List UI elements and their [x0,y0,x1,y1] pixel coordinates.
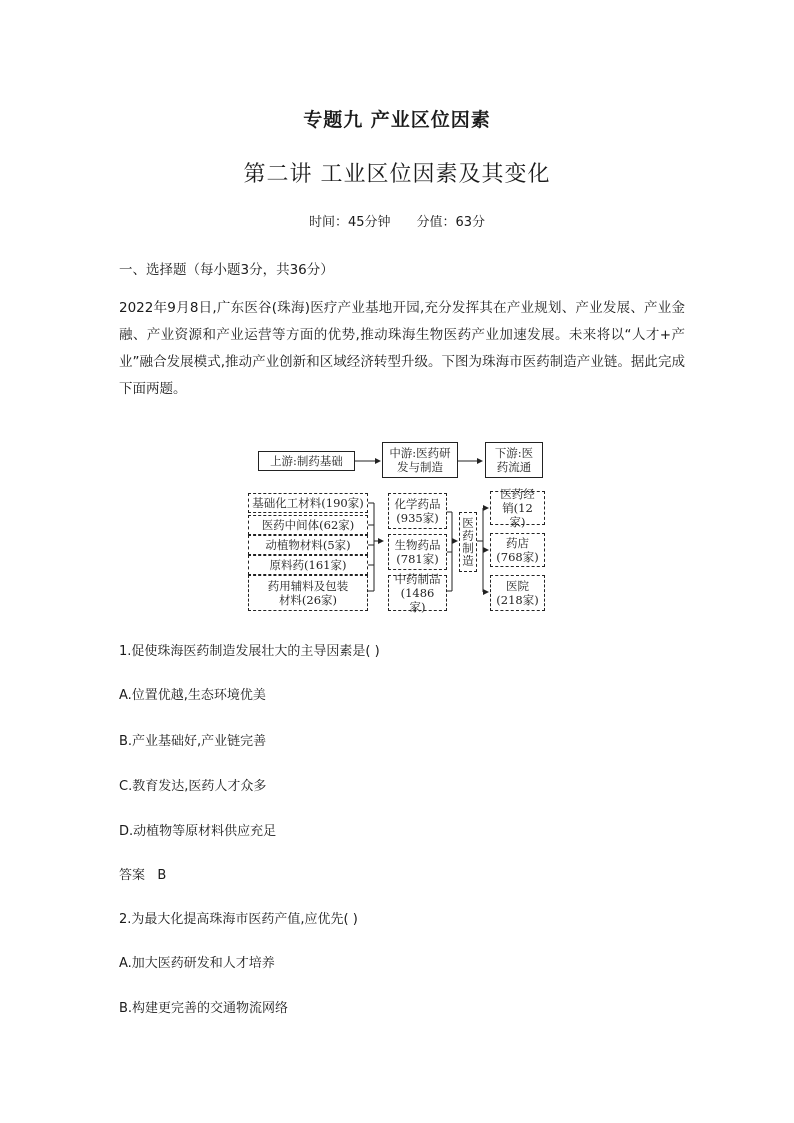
left-item: 原料药(161家) [248,555,368,575]
left-item: 基础化工材料(190家) [248,493,368,513]
upstream-box: 上游:制药基础 [258,451,355,471]
right-item: 医院(218家) [490,575,545,611]
passage: 2022年9月8日,广东医谷(珠海)医疗产业基地开园,充分发挥其在产业规划、产业发展、产业金融、产业资源和产业运营等方面的优势,推动珠海生物医药产业加速发展。未来将以“人才+产业”融合发展模式,推动产业创新和区域经济转型升级。下图为珠海市医药制造产业链。据此完成下面两题。 [119,300,685,397]
manufacturing-label: 医药制造 [459,512,477,572]
q2-stem: 2.为最大化提高珠海市医药产值,应优先( ) [119,912,358,927]
mid-item: 化学药品(935家) [388,493,447,529]
mid-item: 生物药品(781家) [388,534,447,570]
q1-answer: 答案 B [119,868,167,883]
q2-option-b: B.构建更完善的交通物流网络 [119,1001,289,1016]
mid-item: 中药制品(1486家) [388,575,447,611]
q1-option-c: C.教育发达,医药人才众多 [119,779,267,794]
q1-option-d: D.动植物等原材料供应充足 [119,824,277,839]
left-item: 药用辅料及包装材料(26家) [248,575,368,611]
lecture-title: 第二讲 工业区位因素及其变化 [243,162,551,187]
midstream-box: 中游:医药研发与制造 [382,442,458,478]
q1-stem: 1.促使珠海医药制造发展壮大的主导因素是( ) [119,644,380,659]
q2-option-a: A.加大医药研发和人才培养 [119,956,275,971]
right-item: 医药经销(12家) [490,491,545,525]
downstream-box: 下游:医药流通 [485,442,543,478]
section-heading: 一、选择题（每小题3分，共36分） [119,262,334,278]
q1-option-a: A.位置优越,生态环境优美 [119,688,266,703]
left-item: 医药中间体(62家) [248,515,368,535]
topic-title: 专题九 产业区位因素 [303,109,491,131]
total-score: 分值：63分 [416,215,486,230]
time-limit: 时间：45分钟 [308,215,391,230]
left-item: 动植物材料(5家) [248,535,368,555]
q1-option-b: B.产业基础好,产业链完善 [119,734,267,749]
right-item: 药店(768家) [490,533,545,567]
industry-chain-diagram [240,436,560,616]
exam-meta [0,211,794,230]
